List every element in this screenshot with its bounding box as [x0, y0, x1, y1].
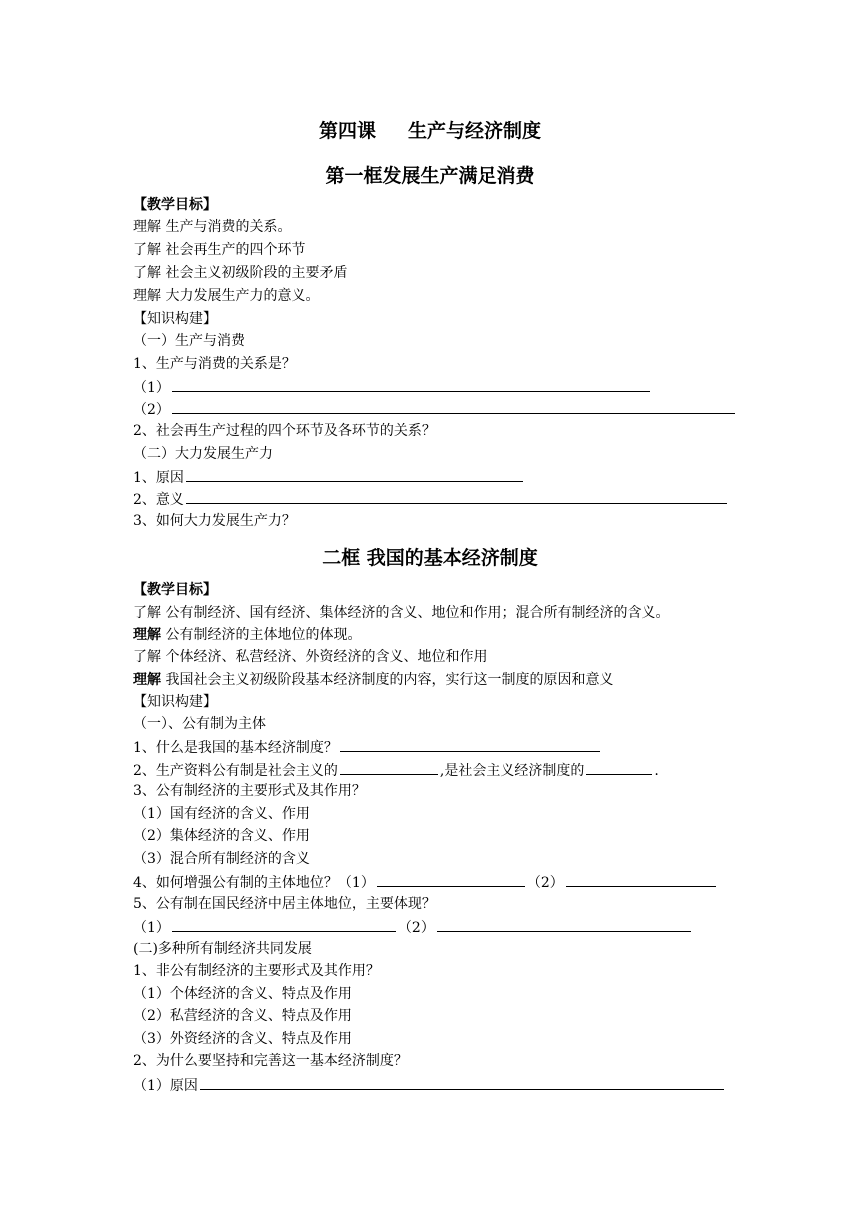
answer-blank[interactable]	[172, 917, 396, 932]
f2-question-1	[133, 737, 602, 757]
f1-q1-label-2: （2）	[133, 402, 170, 418]
answer-blank[interactable]	[340, 760, 438, 775]
f1-meaning-line	[133, 489, 729, 509]
f1-goal-1: 理解 生产与消费的关系。	[133, 219, 292, 235]
answer-blank[interactable]	[172, 399, 735, 414]
f1-goals-header: 【教学目标】	[133, 197, 217, 213]
f2-goal-2-key: 理解	[133, 627, 161, 643]
answer-blank[interactable]	[566, 872, 716, 887]
f2-goal-2-text: 公有制经济的主体地位的体现。	[161, 627, 362, 643]
f2-q4-label-2: （2）	[526, 875, 564, 891]
frame1-title: 第一框发展生产满足消费	[325, 165, 535, 187]
answer-blank[interactable]	[186, 467, 523, 482]
f2-question-5: 5、公有制在国民经济中居主体地位，主要体现？	[133, 896, 436, 912]
answer-blank[interactable]	[340, 737, 600, 752]
f1-goal-4: 理解 大力发展生产力的意义。	[133, 288, 320, 304]
answer-blank[interactable]	[186, 489, 727, 504]
lesson-title	[0, 116, 860, 143]
lesson-number: 第四课	[318, 120, 376, 142]
f2-goal-4	[133, 671, 613, 689]
f2-question-2	[133, 760, 659, 780]
answer-blank[interactable]	[172, 377, 650, 392]
f1-question-2: 2、社会再生产过程的四个环节及各环节的关系？	[133, 423, 436, 439]
f1-goal-3: 了解 社会主义初级阶段的主要矛盾	[133, 265, 348, 281]
f2-q3-item-1: （1）国有经济的含义、作用	[133, 806, 310, 822]
frame2-title: 二框 我国的基本经济制度	[322, 547, 538, 569]
f1-section-1: （一）生产与消费	[133, 333, 245, 349]
f2-goal-4-text: 我国社会主义初级阶段基本经济制度的内容，实行这一制度的原因和意义	[161, 672, 614, 688]
f2-p1-item-3: （3）外资经济的含义、特点及作用	[133, 1031, 352, 1047]
f2-q2-text-a: 2、生产资料公有制是社会主义的	[133, 763, 338, 779]
f2-q2-text-c: .	[654, 763, 659, 779]
f1-meaning-label: 2、意义	[133, 492, 184, 508]
f2-q1-text: 1、什么是我国的基本经济制度？	[133, 740, 338, 756]
f2-p-question-2: 2、为什么要坚持和完善这一基本经济制度？	[133, 1053, 408, 1069]
f1-question-3: 3、如何大力发展生产力？	[133, 513, 296, 529]
f1-question-1: 1、生产与消费的关系是？	[133, 356, 296, 372]
f1-reason-line	[133, 467, 525, 487]
f2-p2-reason	[133, 1075, 726, 1095]
answer-blank[interactable]	[200, 1075, 724, 1090]
answer-blank[interactable]	[437, 917, 691, 932]
f2-goal-1: 了解 公有制经济、国有经济、集体经济的含义、地位和作用；混合所有制经济的含义。	[133, 605, 670, 621]
f1-q1-line-1	[133, 377, 652, 397]
f2-p-question-1: 1、非公有制经济的主要形式及其作用？	[133, 963, 380, 979]
f2-p1-item-1: （1）个体经济的含义、特点及作用	[133, 986, 352, 1002]
f2-q4-text: 4、如何增强公有制的主体地位？（1）	[133, 875, 375, 891]
lesson-topic: 生产与经济制度	[408, 120, 542, 142]
f2-section-1: （一）、公有制为主体	[133, 716, 266, 732]
f2-goal-3: 了解 个体经济、私营经济、外资经济的含义、地位和作用	[133, 649, 488, 665]
f2-p2-reason-label: （1）原因	[133, 1078, 198, 1094]
f2-p1-item-2: （2）私营经济的含义、特点及作用	[133, 1008, 352, 1024]
f1-reason-label: 1、原因	[133, 470, 184, 486]
f2-question-4	[133, 872, 718, 892]
answer-blank[interactable]	[377, 872, 525, 887]
f2-goals-header: 【教学目标】	[133, 582, 217, 598]
f2-q2-text-b: ,是社会主义经济制度的	[439, 763, 585, 779]
f1-goal-2: 了解 社会再生产的四个环节	[133, 242, 306, 258]
f1-build-header: 【知识构建】	[133, 311, 217, 327]
f2-q3-item-2: （2）集体经济的含义、作用	[133, 828, 310, 844]
f2-q5-label-2: （2）	[397, 920, 435, 936]
f2-question-3: 3、公有制经济的主要形式及其作用？	[133, 783, 366, 799]
f2-q5-answers	[133, 917, 693, 937]
f2-q3-item-3: （3）混合所有制经济的含义	[133, 851, 310, 867]
f2-goal-2	[133, 626, 361, 644]
f1-section-2: （二）大力发展生产力	[133, 446, 273, 462]
answer-blank[interactable]	[586, 760, 652, 775]
f2-goal-4-key: 理解	[133, 672, 161, 688]
f1-q1-line-2	[133, 399, 737, 419]
f2-section-2: (二)多种所有制经济共同发展	[133, 941, 312, 957]
f1-q1-label-1: （1）	[133, 380, 170, 396]
f2-build-header: 【知识构建】	[133, 694, 217, 710]
f2-q5-label-1: （1）	[133, 920, 170, 936]
